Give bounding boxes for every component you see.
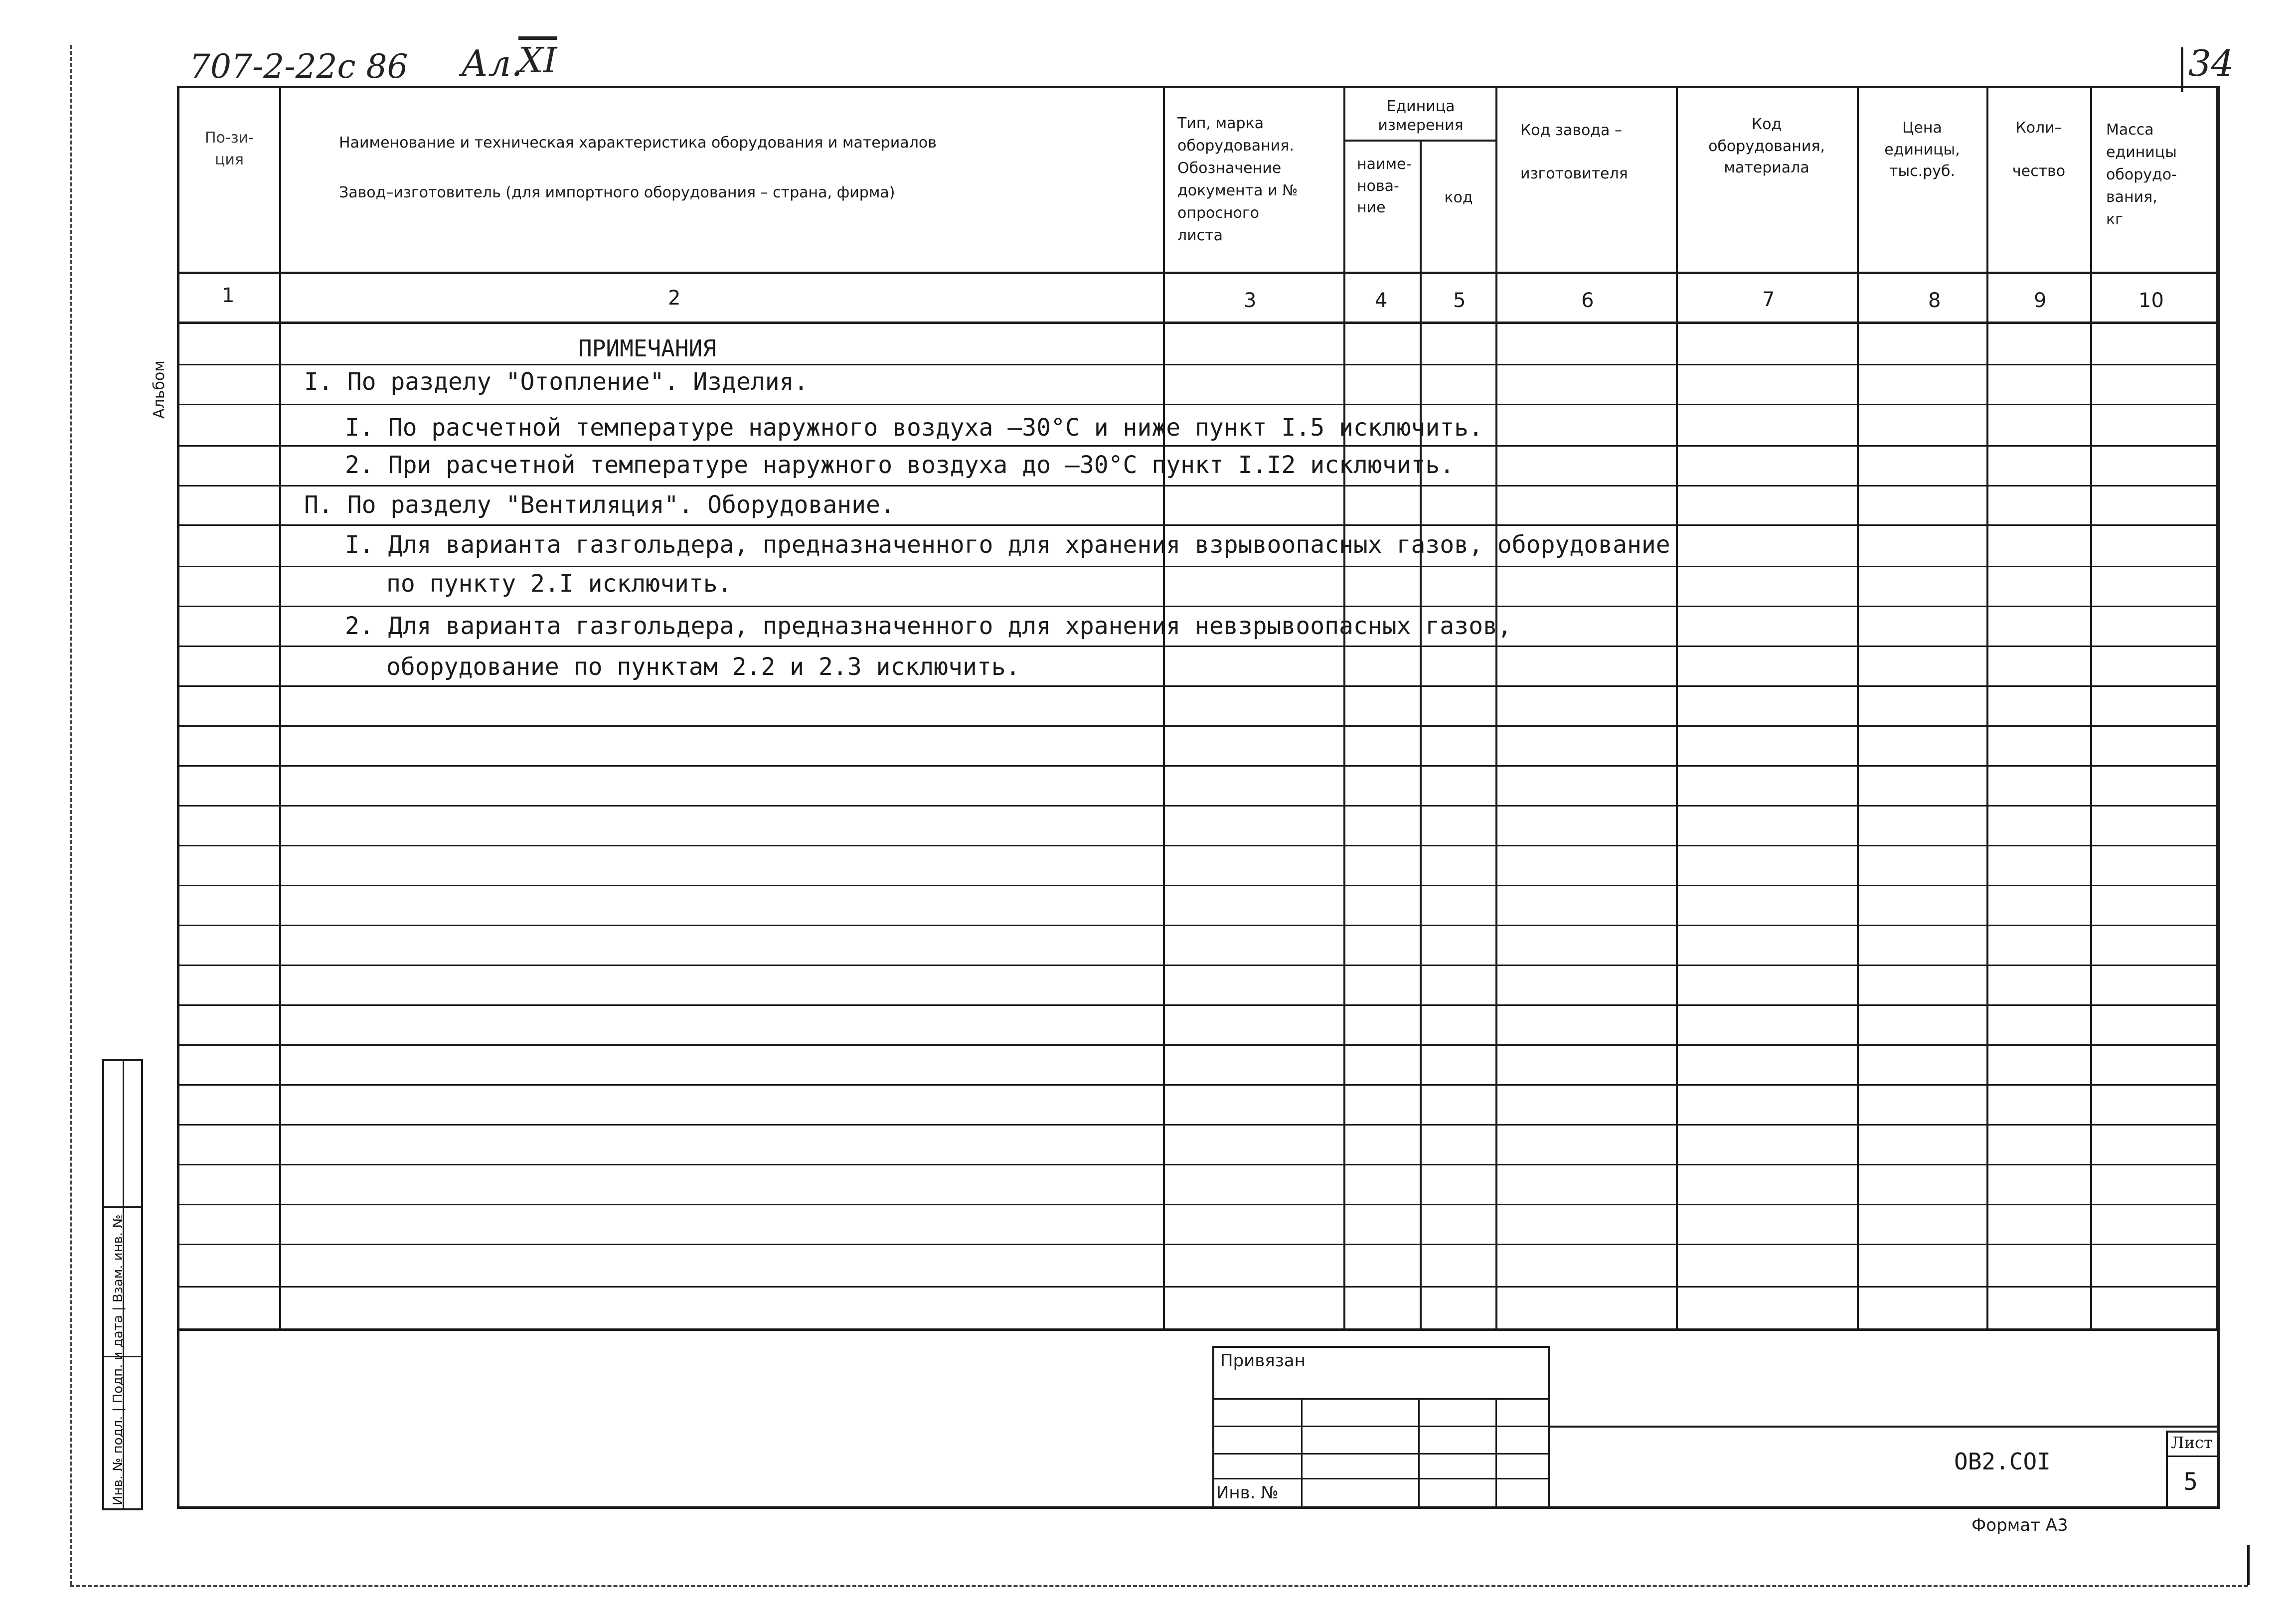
note-line: I. По разделу "Отопление". Изделия. bbox=[304, 368, 809, 396]
table-row-line bbox=[177, 1004, 2220, 1006]
document-code: 707-2-22c 86 bbox=[189, 47, 408, 86]
sheet-number: 5 bbox=[2183, 1468, 2198, 1496]
table-row-line bbox=[177, 765, 2220, 767]
table-row-line bbox=[177, 1164, 2220, 1165]
table-row-line bbox=[177, 606, 2220, 607]
col-num-4: 4 bbox=[1375, 289, 1388, 312]
table-row-line bbox=[177, 1044, 2220, 1046]
col4-header: наиме- нова- ние bbox=[1357, 156, 1412, 216]
col10-header: Масса единицы оборудо- вания, кг bbox=[2106, 121, 2177, 228]
colnum-bottom-line bbox=[177, 322, 2220, 324]
table-row-line bbox=[177, 725, 2220, 727]
col8-header: Цена единицы, тыс.руб. bbox=[1884, 119, 1960, 180]
table-row-line bbox=[177, 1084, 2220, 1086]
col3-header: Тип, марка оборудования. Обозначение документа и № опросного листа bbox=[1177, 115, 1298, 244]
page-number: 34 bbox=[2188, 42, 2234, 84]
album-label: Ал. bbox=[461, 42, 523, 84]
unit-group-header: Единица измерения bbox=[1378, 98, 1464, 134]
col-num-6: 6 bbox=[1581, 289, 1594, 312]
table-row-line bbox=[177, 685, 2220, 687]
album-number: $\overline{XI}$ bbox=[518, 40, 557, 81]
col9-header: Коли– чество bbox=[2012, 119, 2066, 180]
col-num-3: 3 bbox=[1244, 289, 1257, 312]
note-line: П. По разделу "Вентиляция". Оборудование. bbox=[304, 491, 895, 519]
col-num-8: 8 bbox=[1928, 289, 1941, 312]
sheet-box-divider bbox=[2166, 1456, 2220, 1457]
col7-header: Код оборудования, материала bbox=[1708, 116, 1825, 176]
tied-row-line bbox=[1212, 1426, 1550, 1427]
col5-header: код bbox=[1444, 189, 1473, 206]
format-label: Формат А3 bbox=[1971, 1515, 2068, 1535]
album-side-label: Альбом bbox=[151, 360, 168, 419]
col-num-5: 5 bbox=[1453, 289, 1466, 312]
table-row-line bbox=[177, 965, 2220, 966]
table-row-line bbox=[177, 805, 2220, 807]
col-num-2: 2 bbox=[668, 287, 681, 310]
col-num-9: 9 bbox=[2034, 289, 2047, 312]
table-row-line bbox=[177, 485, 2220, 486]
table-row-line bbox=[177, 566, 2220, 567]
note-line: оборудование по пунктам 2.2 и 2.3 исключить. bbox=[386, 653, 1020, 681]
table-body-bottom-line bbox=[177, 1328, 2220, 1331]
inv-label: Инв. № bbox=[1216, 1483, 1279, 1503]
table-row-line bbox=[177, 925, 2220, 926]
note-line: 2. Для варианта газгольдера, предназначенного для хранения невзрывоопасных газов, bbox=[345, 612, 1512, 640]
note-line: по пункту 2.I исключить. bbox=[386, 570, 732, 598]
outer-frame-left bbox=[70, 45, 72, 1585]
unit-group-line bbox=[1343, 140, 1497, 142]
title-block-line bbox=[1550, 1426, 2220, 1428]
col1-header: По-зи- ция bbox=[204, 129, 254, 168]
col-num-7: 7 bbox=[1762, 288, 1775, 311]
col2-header-subtitle: Завод–изготовитель (для импортного оборудования – страна, фирма) bbox=[339, 184, 895, 201]
col-sep-4 bbox=[1420, 140, 1422, 1329]
outer-frame-right bbox=[2247, 1545, 2250, 1585]
table-row-line bbox=[177, 445, 2220, 447]
table-row-line bbox=[177, 845, 2220, 846]
note-line: I. По расчетной температуре наружного воздуха –30°С и ниже пункт I.5 исключить. bbox=[345, 414, 1483, 442]
sheet-label: Лист bbox=[2171, 1433, 2213, 1452]
table-row-line bbox=[177, 524, 2220, 526]
tied-col-line bbox=[1418, 1398, 1420, 1509]
table-row-line bbox=[177, 646, 2220, 647]
note-line: I. Для варианта газгольдера, предназначенного для хранения взрывоопасных газов, оборудование bbox=[345, 531, 1670, 559]
table-row-line bbox=[177, 885, 2220, 886]
tied-row-line bbox=[1212, 1453, 1550, 1455]
table-row-line bbox=[177, 404, 2220, 405]
note-line: 2. При расчетной температуре наружного воздуха до –30°С пункт I.I2 исключить. bbox=[345, 451, 1455, 479]
stamp-side-label: Инв. № подл. | Подп. и дата | Взам. инв. № bbox=[111, 1214, 126, 1505]
table-row-line bbox=[177, 364, 2220, 365]
outer-frame-bottom bbox=[70, 1585, 2248, 1587]
tied-row-line bbox=[1212, 1398, 1550, 1400]
doc-number: ОВ2.СОI bbox=[1954, 1448, 2051, 1475]
tied-col-line bbox=[1495, 1398, 1497, 1509]
col2-header-title: Наименование и техническая характеристика оборудования и материалов bbox=[339, 134, 937, 152]
table-row-line bbox=[177, 1124, 2220, 1126]
table-row-line bbox=[177, 1286, 2220, 1288]
table-row-line bbox=[177, 1244, 2220, 1245]
tied-label: Привязан bbox=[1220, 1351, 1306, 1371]
tied-col-line bbox=[1301, 1398, 1303, 1509]
table-row-line bbox=[177, 1204, 2220, 1205]
tied-row-line bbox=[1212, 1478, 1550, 1479]
col-num-1: 1 bbox=[222, 284, 235, 307]
notes-heading: ПРИМЕЧАНИЯ bbox=[578, 335, 716, 362]
header-bottom-line bbox=[177, 272, 2220, 274]
main-table-frame bbox=[177, 86, 2220, 1509]
col6-header: Код завода – изготовителя bbox=[1520, 122, 1628, 182]
col-num-10: 10 bbox=[2138, 289, 2164, 312]
